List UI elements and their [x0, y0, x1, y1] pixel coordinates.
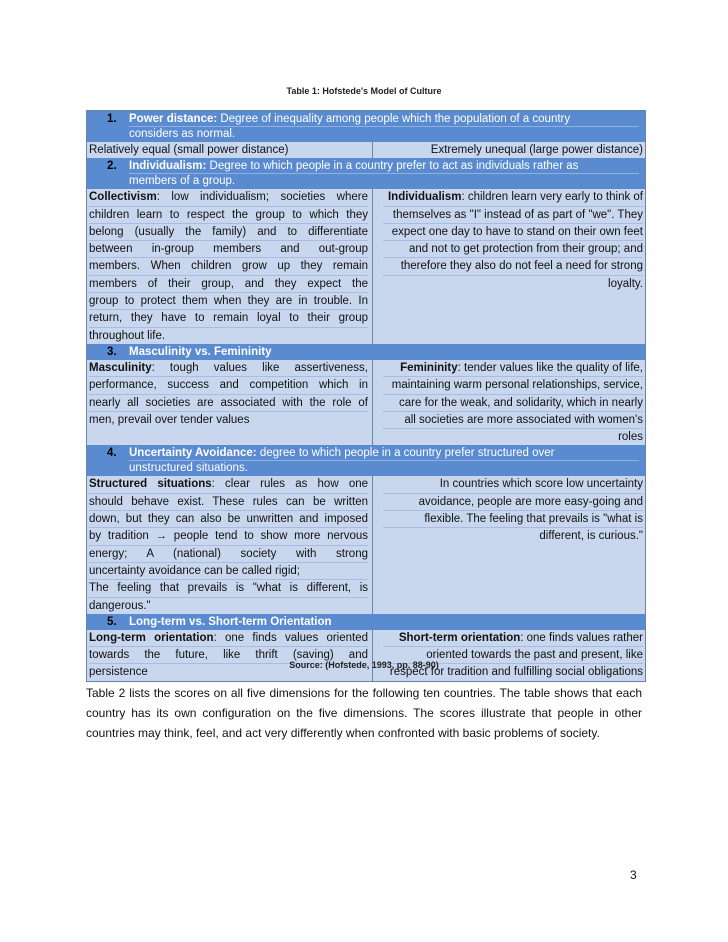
pole-line: [383, 494, 643, 511]
pole-line: [89, 580, 368, 597]
dimension-header-lines: [129, 345, 639, 359]
pole-line: [89, 258, 368, 275]
pole-line: [383, 207, 643, 224]
pole-term: Masculinity: [89, 361, 152, 374]
dimension-header-line: [129, 174, 639, 188]
pole-text: group to protect them when they are in trouble. In: [89, 295, 368, 308]
pole-line: [383, 224, 643, 241]
pole-text: different, is curious.": [539, 530, 643, 543]
page-number: 3: [630, 868, 637, 882]
pole-line: [383, 528, 643, 544]
dimension-header-line: [129, 127, 639, 141]
pole-left: [87, 360, 373, 445]
pole-line: [383, 412, 643, 429]
pole-left: [87, 630, 373, 681]
pole-text: performance, success and competition which in: [89, 379, 368, 392]
pole-text: all societies are more associated with women's: [404, 413, 643, 426]
table-source: Source: (Hofstede, 1993, pp. 88-90): [289, 660, 439, 670]
pole-text: between in-group members and out-group: [89, 243, 368, 256]
dimension-description: Degree to which people in a country prefer to act as individuals rather as: [209, 160, 579, 173]
dimension-header: [87, 344, 645, 360]
dimension-term: Long-term vs. Short-term Orientation: [129, 615, 332, 628]
dimension-header-lines: [129, 112, 639, 141]
pole-line: [89, 224, 368, 241]
pole-line: [383, 395, 643, 412]
pole-text: nearly all societies are associated with the role of: [89, 396, 368, 409]
pole-text: persistence: [89, 666, 148, 679]
pole-line: [89, 630, 368, 647]
pole-term: Structured situations: [89, 478, 212, 491]
pole-line: [383, 142, 643, 158]
pole-line: [89, 377, 368, 394]
pole-line: [383, 276, 643, 292]
pole-line: [89, 598, 368, 614]
pole-text: expect one day to have to stand on their own feet: [391, 225, 643, 238]
pole-line: [383, 511, 643, 528]
pole-text: energy; A (national) society with strong: [89, 547, 368, 560]
dimension-header: [87, 111, 645, 142]
pole-line: [383, 377, 643, 394]
pole-right: [373, 476, 645, 613]
dimension-body: [87, 142, 645, 158]
pole-text: members. When children grow up they remain: [89, 260, 368, 273]
pole-right: [373, 630, 645, 681]
dimension-header-line: [129, 345, 639, 359]
paragraph-line: country has its own configuration on the five dimensions. The scores illustrate that people in other: [86, 706, 642, 720]
dimension-description: considers as normal.: [129, 128, 236, 140]
pole-text: The feeling that prevails is "what is different, is: [89, 582, 368, 595]
pole-text: down, but they can also be unwritten and imposed: [89, 513, 368, 526]
pole-right: [373, 360, 645, 445]
pole-text: should behave exist. These rules can be written: [89, 495, 368, 508]
pole-text: by tradition → people tend to show more nervous: [89, 530, 368, 543]
pole-text: : tender values like the quality of life,: [457, 361, 643, 374]
dimension-number: 3.: [107, 345, 117, 358]
pole-text: : children learn very early to think of: [461, 191, 643, 204]
pole-text: : tough values like assertiveness,: [151, 361, 368, 374]
dimension-description: unstructured situations.: [129, 462, 248, 475]
pole-term: Short-term orientation: [398, 631, 521, 644]
pole-text: men, prevail over tender values: [89, 413, 250, 426]
pole-text: care for the weak, and solidarity, which in nearly: [399, 396, 643, 409]
pole-text: roles: [618, 431, 643, 444]
hofstede-table: [86, 110, 646, 682]
paragraph-line: Table 2 lists the scores on all five dimensions for the following ten countries. The table shows that each: [86, 686, 642, 700]
dimension-header-line: [129, 112, 639, 127]
pole-line: [383, 258, 643, 275]
dimension-header: [87, 158, 645, 189]
dimension-term: Uncertainty Avoidance:: [129, 447, 257, 460]
pole-line: [89, 328, 368, 344]
pole-text: towards the future, like thrift (saving) and: [89, 649, 368, 662]
pole-text: : one finds values oriented: [213, 631, 368, 644]
dimension-term: Individualism:: [129, 160, 207, 173]
pole-text: : low individualism; societies where: [156, 191, 368, 204]
dimension-body: [87, 189, 645, 344]
dimension-term: Masculinity vs. Femininity: [129, 345, 272, 358]
dimension-body: [87, 476, 645, 613]
pole-text: uncertainty avoidance can be called rigid;: [89, 564, 300, 577]
dimension-header-line: [129, 446, 639, 461]
pole-text: therefore they also do not feel a need for strong: [400, 260, 643, 273]
dimension-header-lines: [129, 615, 639, 629]
dimension-header: [87, 614, 645, 630]
dimension-description: members of a group.: [129, 175, 236, 188]
pole-line: [89, 310, 368, 327]
dimension-header-lines: [129, 159, 639, 188]
pole-text: flexible. The feeling that prevails is "what is: [424, 513, 643, 526]
pole-line: [89, 511, 368, 528]
pole-term: Long-term orientation: [89, 631, 214, 644]
pole-line: [89, 189, 368, 206]
dimension-header-line: [129, 461, 639, 475]
pole-text: loyalty.: [608, 277, 643, 290]
pole-term: Femininity: [400, 361, 458, 374]
pole-line: [89, 276, 368, 293]
dimension-number: 2.: [107, 160, 117, 173]
pole-line: [89, 412, 368, 428]
dimension-description: Degree of inequality among people which the population of a country: [220, 113, 571, 125]
dimension-header-line: [129, 159, 639, 174]
pole-text: Relatively equal (small power distance): [89, 144, 289, 156]
pole-left: [87, 142, 373, 158]
pole-line: [383, 241, 643, 258]
pole-line: [383, 476, 643, 493]
dimension-body: [87, 360, 645, 445]
pole-text: : one finds values rather: [520, 631, 643, 644]
pole-text: Extremely unequal (large power distance): [430, 144, 643, 156]
pole-text: maintaining warm personal relationships, service,: [391, 379, 643, 392]
pole-term: Collectivism: [89, 191, 157, 204]
pole-line: [89, 528, 368, 545]
dimension-description: degree to which people in a country prefer structured over: [259, 447, 555, 460]
pole-text: oriented towards the past and present, like: [426, 649, 643, 662]
pole-text: avoidance, people are more easy-going and: [418, 495, 643, 508]
pole-line: [89, 360, 368, 377]
dimension-header-lines: [129, 446, 639, 475]
pole-right: [373, 142, 645, 158]
pole-text: themselves as "I" instead of as part of "we". They: [392, 208, 643, 221]
dimension-body: [87, 630, 645, 681]
dimension-number: 1.: [107, 113, 117, 125]
pole-line: [383, 360, 643, 377]
body-paragraph: [86, 683, 642, 743]
pole-line: [383, 630, 643, 647]
pole-line: [89, 563, 368, 580]
pole-text: : clear rules as how one: [211, 478, 369, 491]
pole-line: [89, 241, 368, 258]
pole-right: [373, 189, 645, 344]
pole-line: [89, 546, 368, 563]
paragraph-line: countries may think, feel, and act very differently when confronted with basic problems of society.: [86, 726, 600, 740]
dimension-term: Power distance:: [129, 113, 218, 125]
pole-left: [87, 189, 373, 344]
dimension-header: [87, 445, 645, 476]
table-caption: Table 1: Hofstede's Model of Culture: [286, 86, 442, 96]
pole-line: [383, 189, 643, 206]
pole-text: and not to get protection from their group; and: [409, 243, 643, 256]
pole-line: [89, 207, 368, 224]
pole-text: members of their group, and they expect the: [89, 277, 368, 290]
pole-text: throughout life.: [89, 329, 166, 342]
pole-line: [89, 476, 368, 493]
dimension-header-line: [129, 615, 639, 629]
pole-line: [89, 494, 368, 511]
pole-text: return, they have to remain loyal to their group: [89, 312, 368, 325]
pole-line: [383, 429, 643, 445]
pole-line: [89, 142, 368, 158]
dimension-number: 5.: [107, 615, 117, 628]
pole-text: In countries which score low uncertainty: [439, 478, 643, 491]
pole-left: [87, 476, 373, 613]
pole-line: [89, 395, 368, 412]
pole-line: [89, 293, 368, 310]
pole-text: dangerous.": [89, 599, 151, 612]
pole-term: Individualism: [387, 191, 462, 204]
pole-text: belong (usually the family) and to differentiate: [89, 225, 368, 238]
dimension-number: 4.: [107, 447, 117, 460]
pole-text: children learn to respect the group to which they: [89, 208, 368, 221]
pole-text: respect for tradition and fulfilling social obligations: [389, 666, 643, 679]
